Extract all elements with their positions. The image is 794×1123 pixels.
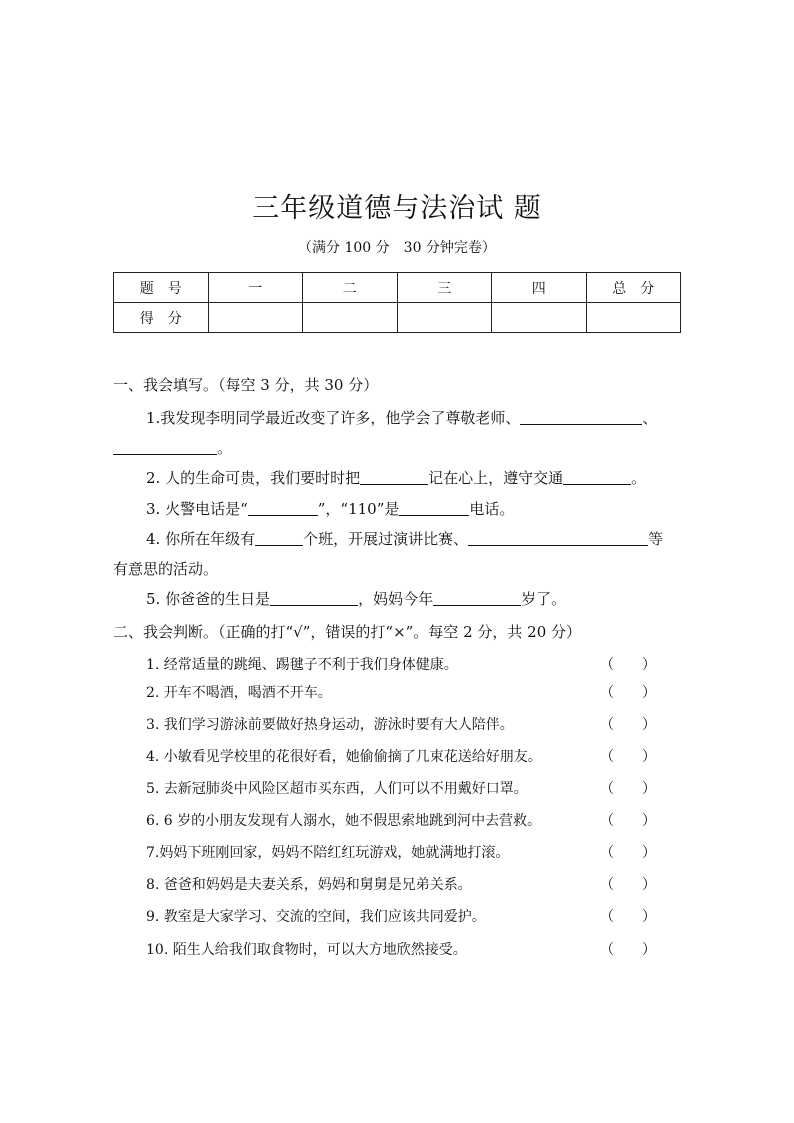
score-header-cell: 题 号 <box>114 273 209 303</box>
answer-blank[interactable] <box>270 590 358 606</box>
score-table-header-row <box>114 273 681 303</box>
fill-question-4-cont <box>113 558 218 579</box>
paren-open: （ <box>600 717 614 733</box>
paren-open: （ <box>600 685 614 701</box>
paren-close: ） <box>642 685 656 701</box>
score-header-cell: 总 分 <box>586 273 681 303</box>
judge-item <box>146 810 656 830</box>
fill-question-4 <box>146 528 663 549</box>
section2-heading: 二、我会判断。（正确的打“√”，错误的打“×”。每空 2 分，共 20 分） <box>113 623 582 641</box>
score-header-cell: 一 <box>208 273 303 303</box>
answer-blank[interactable] <box>520 409 642 425</box>
q4-text-b: 个班，开展过演讲比赛、 <box>303 530 469 548</box>
judge-item <box>146 682 656 702</box>
judge-item-text: 6. 6 岁的小朋友发现有人溺水，她不假思索地跳到河中去营救。 <box>146 813 542 829</box>
judge-item <box>146 906 656 926</box>
q5-text-a: 5. 你爸爸的生日是 <box>146 590 271 608</box>
q1-text-b: 、 <box>642 409 658 427</box>
q1-text-c: 。 <box>217 439 233 457</box>
paren-open: （ <box>600 942 614 958</box>
answer-blank[interactable] <box>433 590 521 606</box>
judge-item <box>146 654 656 674</box>
paren-close: ） <box>642 749 656 765</box>
judge-item-text: 3. 我们学习游泳前要做好热身运动，游泳时要有大人陪伴。 <box>146 717 514 733</box>
answer-blank[interactable] <box>113 439 217 455</box>
judge-item-text: 5. 去新冠肺炎中风险区超市买东西，人们可以不用戴好口罩。 <box>146 781 528 797</box>
fill-question-2 <box>146 467 646 488</box>
paren-close: ） <box>642 845 656 861</box>
judge-item <box>146 874 656 894</box>
paren-open: （ <box>600 877 614 893</box>
fill-question-3 <box>146 498 514 519</box>
q2-text-a: 2. 人的生命可贵，我们要时时把 <box>146 469 361 487</box>
judge-item-text: 8. 爸爸和妈妈是夫妻关系，妈妈和舅舅是兄弟关系。 <box>146 877 472 893</box>
answer-blank[interactable] <box>468 530 648 546</box>
paren-close: ） <box>642 781 656 797</box>
paren-close: ） <box>642 909 656 925</box>
paren-open: （ <box>600 909 614 925</box>
paren-open: （ <box>600 749 614 765</box>
judge-item <box>146 714 656 734</box>
q1-text-a: 1.我发现李明同学最近改变了许多，他学会了尊敬老师、 <box>146 409 521 427</box>
answer-blank[interactable] <box>399 500 469 516</box>
paren-close: ） <box>642 813 656 829</box>
score-cell[interactable] <box>492 303 587 333</box>
answer-blank[interactable] <box>255 530 303 546</box>
judge-item-text: 4. 小敏看见学校里的花很好看，她偷偷摘了几束花送给好朋友。 <box>146 749 542 765</box>
q3-text-b: ”，“110”是 <box>317 500 400 518</box>
q3-text-c: 电话。 <box>469 500 515 518</box>
answer-blank[interactable] <box>360 469 428 485</box>
judge-item-text: 1. 经常适量的跳绳、踢毽子不利于我们身体健康。 <box>146 657 458 673</box>
q4-text-a: 4. 你所在年级有 <box>146 530 256 548</box>
judge-item <box>146 778 656 798</box>
fill-question-1 <box>146 407 657 428</box>
paren-open: （ <box>600 813 614 829</box>
answer-blank[interactable] <box>248 500 318 516</box>
judge-item <box>146 939 656 959</box>
judge-item-text: 2. 开车不喝酒，喝酒不开车。 <box>146 685 332 701</box>
score-header-cell: 二 <box>303 273 398 303</box>
q4-text-d: 有意思的活动。 <box>113 560 219 578</box>
score-cell[interactable] <box>303 303 398 333</box>
fill-question-1-cont <box>113 437 232 458</box>
fill-question-5 <box>146 588 566 609</box>
page-subtitle: （满分 100 分 30 分钟完卷） <box>298 240 496 256</box>
q3-text-a: 3. 火警电话是“ <box>146 500 248 518</box>
paren-close: ） <box>642 877 656 893</box>
score-cell[interactable] <box>586 303 681 333</box>
answer-blank[interactable] <box>563 469 631 485</box>
score-header-cell: 三 <box>397 273 492 303</box>
score-cell[interactable] <box>208 303 303 333</box>
judge-item <box>146 842 656 862</box>
judge-item-text: 10. 陌生人给我们取食物时，可以大方地欣然接受。 <box>146 942 467 958</box>
q2-text-c: 。 <box>631 469 647 487</box>
score-table-score-row <box>114 303 681 333</box>
paren-close: ） <box>642 717 656 733</box>
judge-item-text: 9. 教室是大家学习、交流的空间，我们应该共同爱护。 <box>146 909 486 925</box>
score-header-cell: 四 <box>492 273 587 303</box>
paren-close: ） <box>642 657 656 673</box>
judge-item-text: 7.妈妈下班刚回家，妈妈不陪红红玩游戏，她就满地打滚。 <box>146 845 510 861</box>
q4-text-c: 等 <box>648 530 664 548</box>
section1-heading: 一、我会填写。（每空 3 分，共 30 分） <box>113 376 379 394</box>
q5-text-b: ，妈妈今年 <box>358 590 434 608</box>
paren-open: （ <box>600 781 614 797</box>
q2-text-b: 记在心上，遵守交通 <box>428 469 564 487</box>
judge-item <box>146 746 656 766</box>
score-table <box>113 272 681 333</box>
q5-text-c: 岁了。 <box>521 590 567 608</box>
paren-close: ） <box>642 942 656 958</box>
score-row-label: 得 分 <box>114 303 209 333</box>
paren-open: （ <box>600 845 614 861</box>
paren-open: （ <box>600 657 614 673</box>
score-cell[interactable] <box>397 303 492 333</box>
page-title: 三年级道德与法治试 题 <box>252 193 542 224</box>
